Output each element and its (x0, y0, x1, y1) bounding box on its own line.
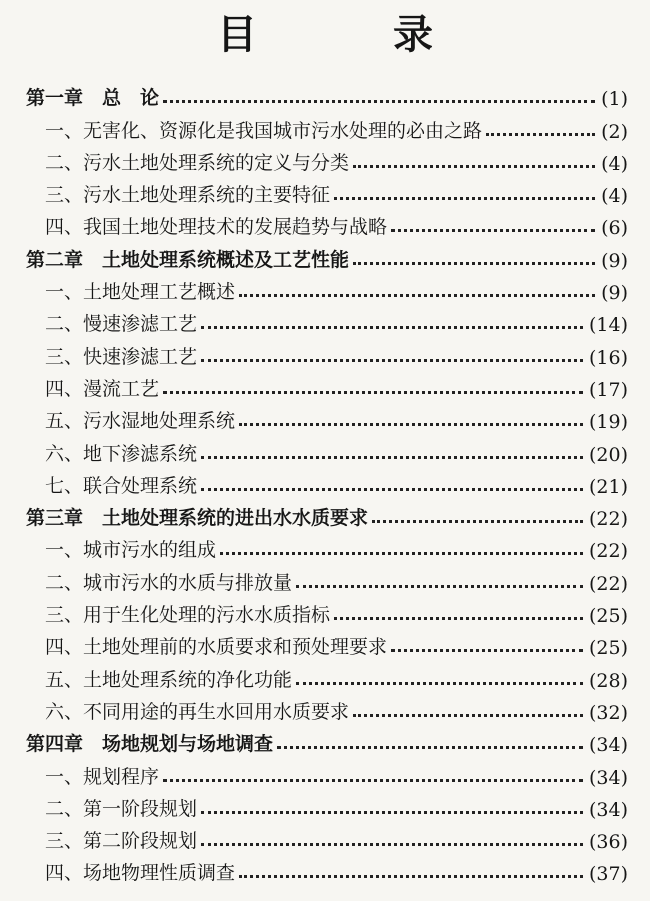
toc-entry-24[interactable] (0, 853, 650, 885)
toc-entry-page: (6) (601, 217, 628, 240)
dot-leader (201, 843, 583, 846)
toc-entry-page: (9) (601, 249, 628, 272)
dot-leader (334, 197, 595, 200)
dot-leader (372, 520, 583, 523)
dot-leader (239, 294, 595, 297)
toc-entry-label: 四、我国土地处理技术的发展趋势与战略 (45, 216, 388, 239)
dot-leader (239, 423, 583, 426)
toc-entry-13[interactable] (0, 498, 650, 530)
toc-entry-label: 五、污水湿地处理系统 (45, 410, 236, 433)
toc-entry-7[interactable] (0, 304, 650, 336)
dot-leader (296, 682, 583, 685)
toc-entry-15[interactable] (0, 562, 650, 594)
toc-entry-6[interactable] (0, 272, 650, 304)
dot-leader (239, 875, 583, 878)
dot-leader (391, 229, 595, 232)
toc-entry-page: (21) (588, 475, 628, 498)
toc-entry-page: (2) (601, 120, 628, 143)
toc-entry-label: 第四章 场地规划与场地调查 (26, 733, 274, 756)
toc-entry-label: 一、无害化、资源化是我国城市污水处理的必由之路 (45, 119, 483, 142)
dot-leader (353, 165, 595, 168)
toc-entry-page: (22) (588, 572, 628, 595)
toc-entry-label: 六、地下渗滤系统 (45, 442, 198, 465)
toc-entry-5[interactable] (0, 239, 650, 271)
toc-entry-page: (34) (588, 798, 628, 821)
toc-entry-21[interactable] (0, 756, 650, 788)
toc-entry-label: 二、慢速渗滤工艺 (45, 313, 198, 336)
toc-entry-label: 二、污水土地处理系统的定义与分类 (45, 151, 350, 174)
dot-leader (391, 649, 583, 652)
dot-leader (296, 585, 583, 588)
dot-leader (353, 262, 595, 265)
toc-entry-page: (1) (601, 88, 628, 111)
dot-leader (201, 326, 583, 329)
toc-entry-2[interactable] (0, 143, 650, 175)
toc-entry-page: (16) (588, 346, 628, 369)
toc-entry-label: 二、城市污水的水质与排放量 (45, 571, 293, 594)
dot-leader (201, 488, 583, 491)
toc-entry-page: (28) (588, 669, 628, 692)
toc-entry-10[interactable] (0, 401, 650, 433)
toc-entry-0[interactable] (0, 78, 650, 110)
toc-entry-label: 三、第二阶段规划 (45, 830, 198, 853)
toc-entry-page: (9) (601, 282, 628, 305)
toc-entry-label: 二、第一阶段规划 (45, 797, 198, 820)
toc-entry-11[interactable] (0, 433, 650, 465)
toc-entry-23[interactable] (0, 821, 650, 853)
toc-entry-page: (22) (588, 508, 628, 531)
page-title: 目 录 (217, 12, 481, 58)
toc-entry-label: 第一章 总 论 (26, 87, 160, 110)
dot-leader (353, 714, 583, 717)
toc-entry-3[interactable] (0, 175, 650, 207)
toc-entry-page: (37) (588, 863, 628, 886)
toc-entry-page: (17) (588, 378, 628, 401)
toc-entry-page: (25) (588, 605, 628, 628)
toc-entry-page: (25) (588, 637, 628, 660)
toc-entry-page: (4) (601, 152, 628, 175)
toc-entry-label: 第三章 土地处理系统的进出水水质要求 (26, 507, 369, 530)
toc-entry-1[interactable] (0, 110, 650, 142)
toc-entry-16[interactable] (0, 595, 650, 627)
toc-entry-page: (32) (588, 701, 628, 724)
dot-leader (201, 456, 583, 459)
dot-leader (201, 811, 583, 814)
dot-leader (277, 746, 583, 749)
toc-entry-label: 七、联合处理系统 (45, 474, 198, 497)
toc-entry-label: 三、快速渗滤工艺 (45, 345, 198, 368)
dot-leader (163, 391, 583, 394)
toc-entry-label: 一、规划程序 (45, 765, 160, 788)
toc-entry-page: (20) (588, 443, 628, 466)
dot-leader (163, 100, 595, 103)
dot-leader (163, 779, 583, 782)
toc-entry-page: (14) (588, 314, 628, 337)
toc-entry-label: 四、土地处理前的水质要求和预处理要求 (45, 636, 388, 659)
toc-entry-22[interactable] (0, 789, 650, 821)
toc-entry-18[interactable] (0, 659, 650, 691)
toc-entry-4[interactable] (0, 207, 650, 239)
toc-entry-label: 四、场地物理性质调查 (45, 862, 236, 885)
dot-leader (201, 359, 583, 362)
toc-entry-9[interactable] (0, 369, 650, 401)
toc-entry-page: (34) (588, 734, 628, 757)
toc-entry-label: 第二章 土地处理系统概述及工艺性能 (26, 248, 350, 271)
toc-entry-label: 三、用于生化处理的污水水质指标 (45, 604, 331, 627)
toc-entry-17[interactable] (0, 627, 650, 659)
toc-entry-page: (19) (588, 411, 628, 434)
dot-leader (220, 552, 583, 555)
table-of-contents (0, 78, 650, 885)
toc-entry-14[interactable] (0, 530, 650, 562)
dot-leader (486, 133, 595, 136)
toc-entry-page: (4) (601, 185, 628, 208)
toc-entry-8[interactable] (0, 336, 650, 368)
toc-entry-label: 一、土地处理工艺概述 (45, 281, 236, 304)
toc-entry-label: 四、漫流工艺 (45, 377, 160, 400)
dot-leader (334, 617, 583, 620)
toc-entry-label: 五、土地处理系统的净化功能 (45, 668, 293, 691)
toc-entry-page: (22) (588, 540, 628, 563)
toc-entry-19[interactable] (0, 692, 650, 724)
toc-entry-label: 一、城市污水的组成 (45, 539, 217, 562)
toc-entry-label: 六、不同用途的再生水回用水质要求 (45, 700, 350, 723)
toc-entry-page: (34) (588, 766, 628, 789)
toc-entry-label: 三、污水土地处理系统的主要特征 (45, 184, 331, 207)
toc-entry-12[interactable] (0, 466, 650, 498)
toc-entry-20[interactable] (0, 724, 650, 756)
toc-entry-page: (36) (588, 831, 628, 854)
